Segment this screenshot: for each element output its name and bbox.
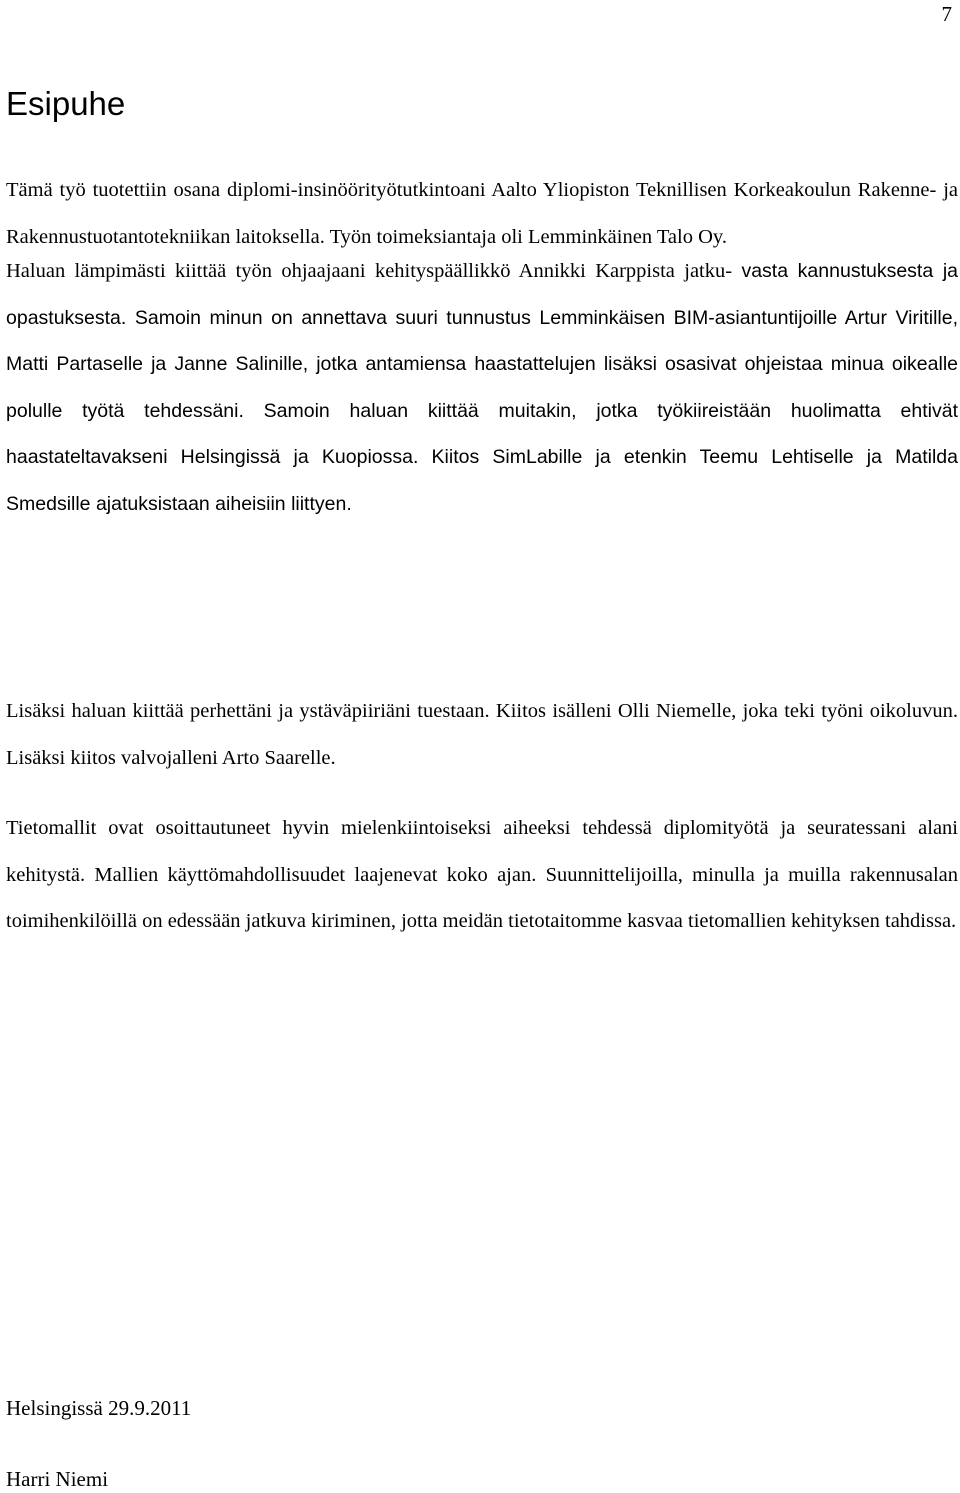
paragraph-acknowledgements-serif-part: Haluan lämpimästi kiittää työn ohjaajaani kehityspäällikkö Annikki Karppista jatku- bbox=[6, 260, 733, 282]
signature-author: Harri Niemi bbox=[6, 1467, 109, 1491]
page-number: 7 bbox=[941, 2, 952, 26]
page-title: Esipuhe bbox=[6, 85, 126, 122]
paragraph-intro: Tämä työ tuotettiin osana diplomi-insinöörityötutkintoani Aalto Yliopiston Teknillisen Korkeakoulun Rakenne- ja Rakennustuotantotekniikan laitoksella. Työn toimeksiantaja oli Lemminkäinen Talo Oy. bbox=[6, 179, 958, 248]
signature-place-date: Helsingissä 29.9.2011 bbox=[6, 1396, 192, 1420]
paragraph-acknowledgements bbox=[6, 248, 958, 527]
paragraph-acknowledgements-sans-part: vasta kannustuksesta ja opastuksesta. Samoin minun on annettava suuri tunnustus Lemminkäisen BIM-asiantuntijoille Artur Viritille, Matti Partaselle ja Janne Salinille, jotka antamiensa haastattelujen lisäksi osasivat ohjeistaa minua oikealle polulle työtä tehdessäni. Samoin haluan kiittää muitakin, jotka työkiireistään huolimatta ehtivät haastateltavakseni Helsingissä ja Kuopiossa. Kiitos SimLabille ja etenkin Teemu Lehtiselle ja Matilda Smedsille ajatuksistaan aiheisiin liittyen. bbox=[6, 260, 959, 515]
paragraph-closing: Tietomallit ovat osoittautuneet hyvin mielenkiintoiseksi aiheeksi tehdessä diplomityötä ja seuratessani alani kehitystä. Mallien käyttömahdollisuudet laajenevat koko ajan. Suunnittelijoilla, minulla ja muilla rakennusalan toimihenkilöillä on edessään jatkuva kiriminen, jotta meidän tietotaitomme kasvaa tietomallien kehityksen tahdissa. bbox=[6, 817, 958, 932]
paragraph-family: Lisäksi haluan kiittää perhettäni ja ystäväpiiriäni tuestaan. Kiitos isälleni Olli Niemelle, joka teki työni oikoluvun. Lisäksi kiitos valvojalleni Arto Saarelle. bbox=[6, 700, 958, 769]
